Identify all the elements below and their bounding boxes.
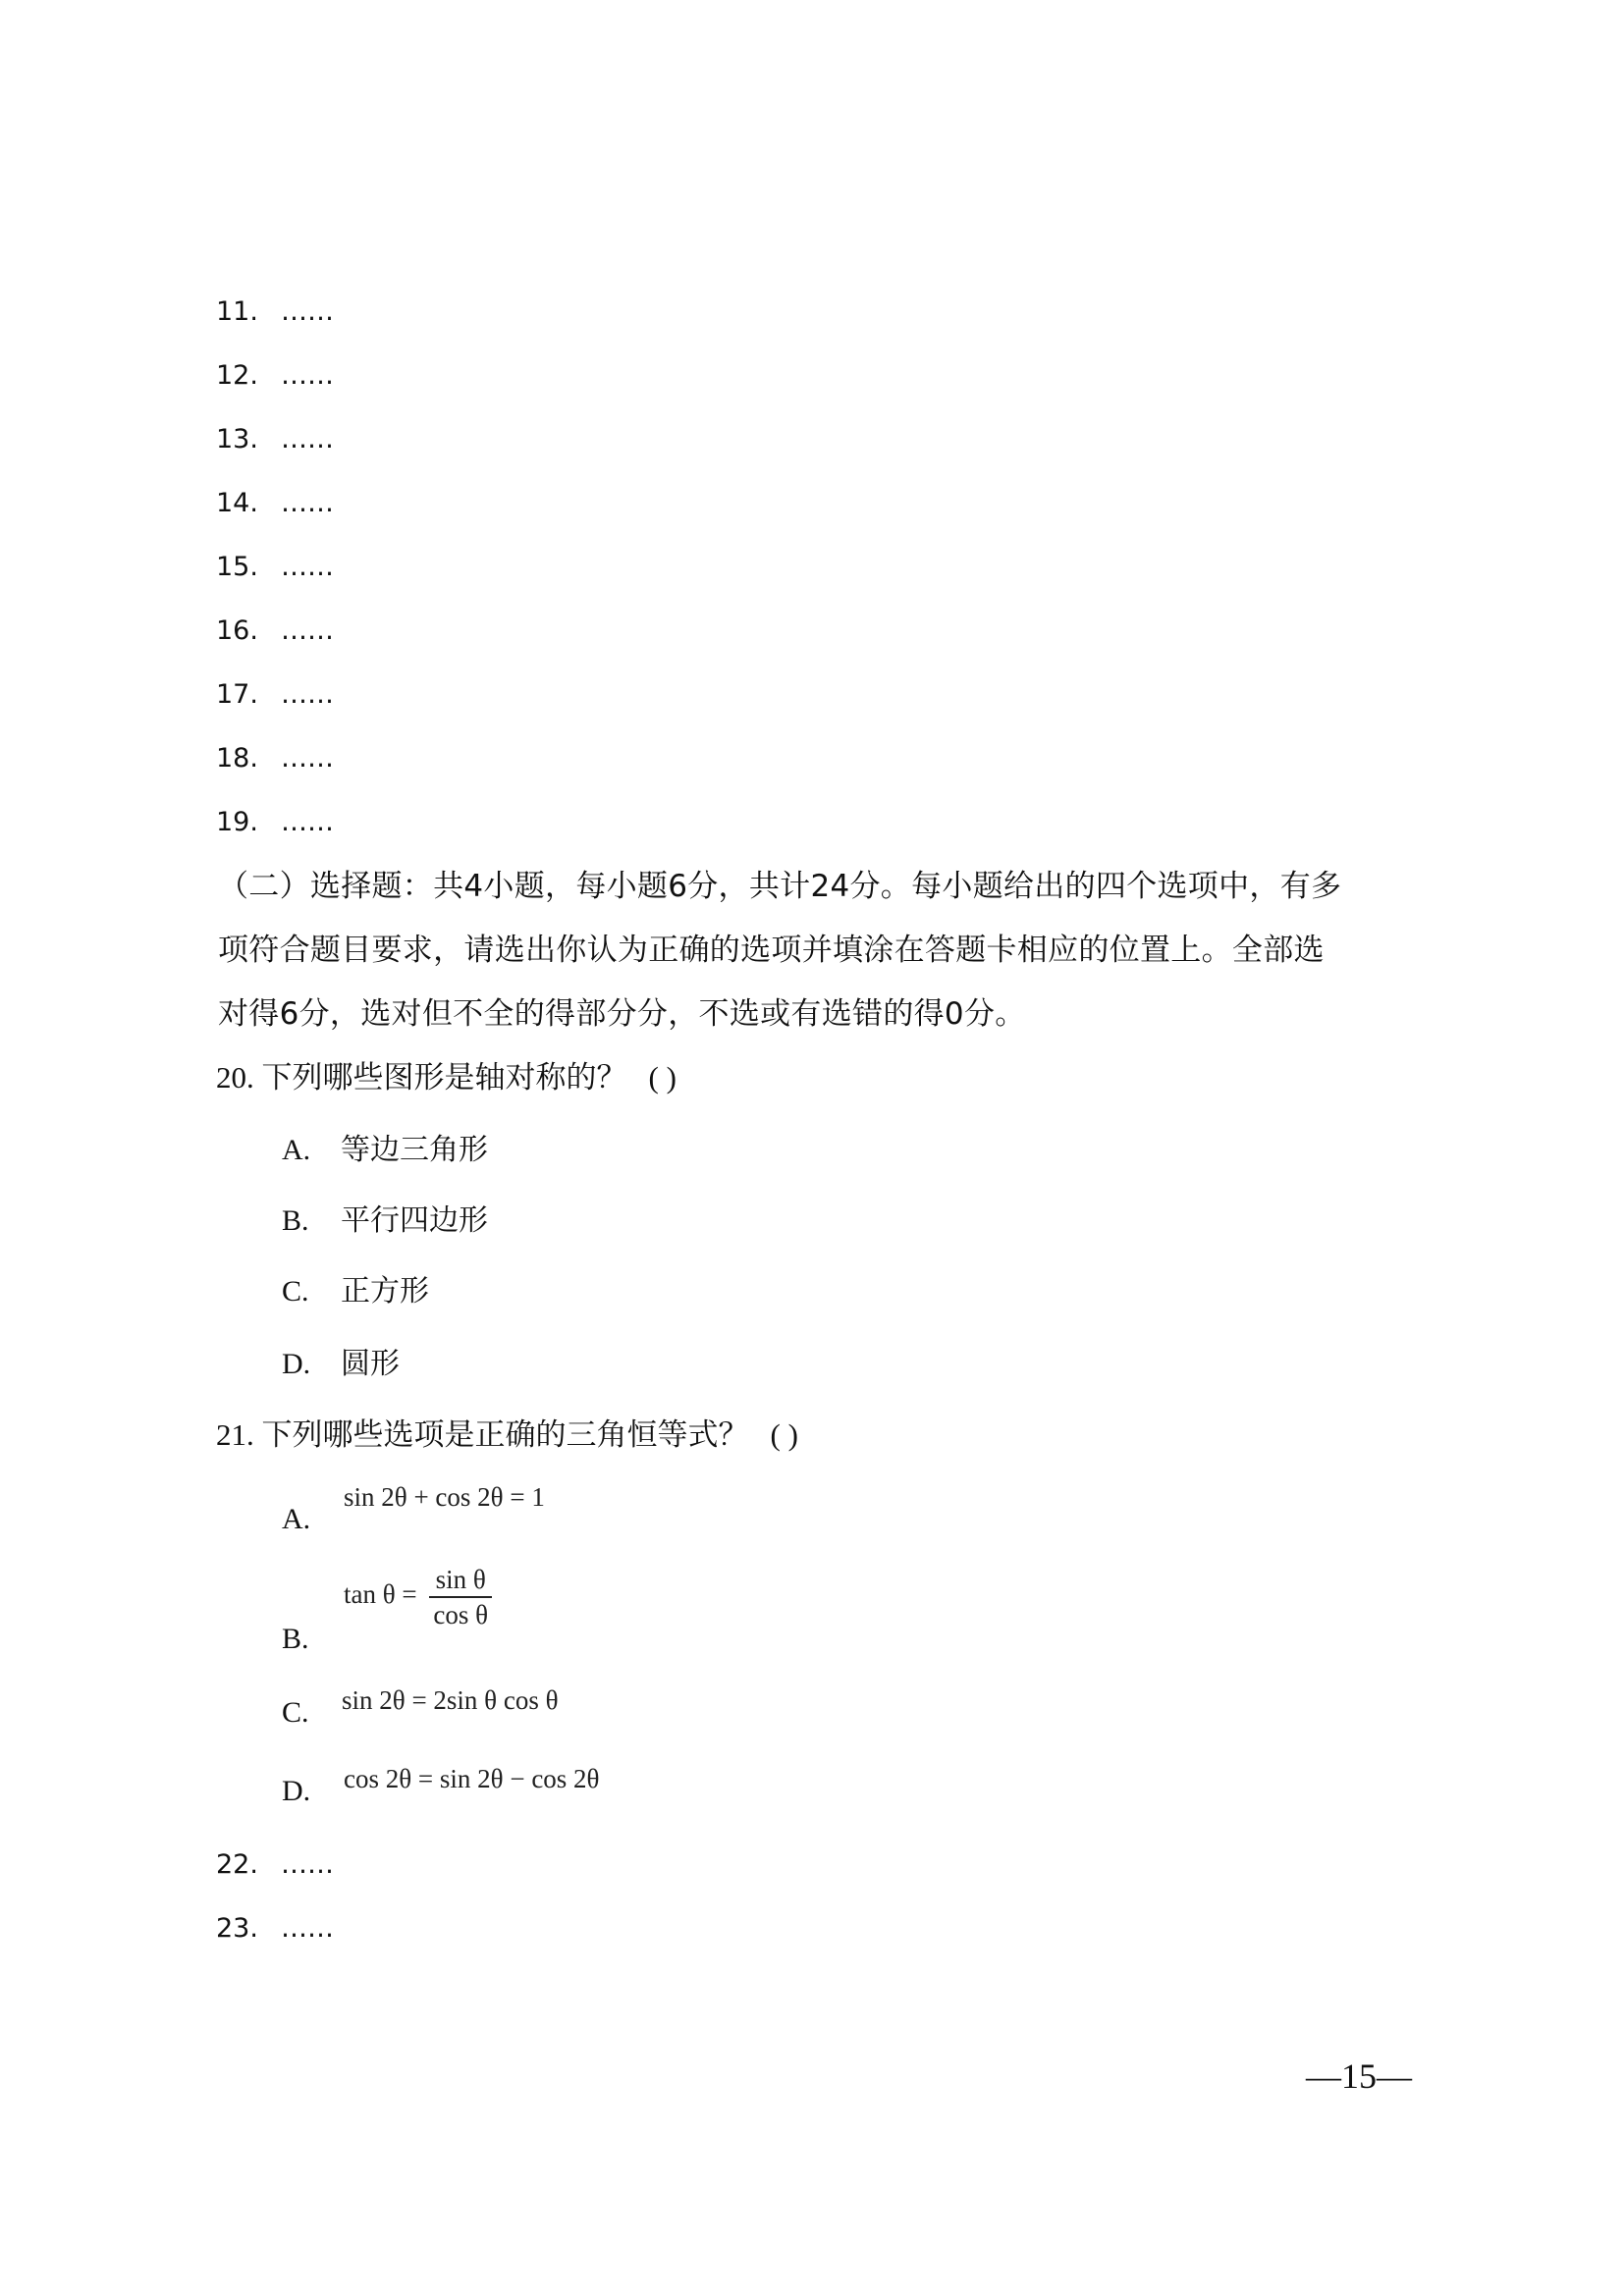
list-item bbox=[216, 612, 334, 651]
section-instruction-line: 项符合题目要求，请选出你认为正确的选项并填涂在答题卡相应的位置上。全部选 bbox=[218, 933, 1325, 968]
section-instruction-line: 对得6分，选对但不全的得部分分，不选或有选错的得0分。 bbox=[218, 996, 1026, 1032]
list-item bbox=[216, 675, 334, 715]
option-text: 正方形 bbox=[341, 1275, 429, 1308]
item-ellipsis: …… bbox=[281, 488, 334, 518]
question-21-option-c-formula: sin 2θ = 2sin θ cos θ bbox=[342, 1685, 559, 1715]
question-21-stem bbox=[216, 1415, 798, 1455]
item-ellipsis: …… bbox=[281, 615, 334, 646]
item-ellipsis: …… bbox=[281, 360, 334, 391]
option-label: D. bbox=[282, 1775, 311, 1807]
fraction-denominator: cos θ bbox=[433, 1600, 489, 1629]
formula-lhs: tan θ = bbox=[344, 1579, 417, 1610]
item-number: 18. bbox=[216, 743, 258, 774]
option-text: 平行四边形 bbox=[341, 1204, 488, 1237]
list-item bbox=[216, 293, 334, 332]
section-instruction-line: （二）选择题：共4小题，每小题6分，共计24分。每小题给出的四个选项中，有多 bbox=[218, 869, 1342, 904]
item-ellipsis: …… bbox=[281, 679, 334, 710]
option-label: B. bbox=[282, 1623, 309, 1655]
list-item bbox=[216, 1909, 334, 1949]
option-label: A. bbox=[282, 1134, 311, 1166]
item-number: 17. bbox=[216, 679, 258, 710]
question-21-option-d-formula: cos 2θ = sin 2θ − cos 2θ bbox=[344, 1764, 600, 1793]
option-text: 圆形 bbox=[341, 1348, 400, 1380]
question-20-option-c bbox=[282, 1272, 429, 1311]
list-item bbox=[216, 548, 334, 587]
list-item bbox=[216, 356, 334, 396]
item-number: 11. bbox=[216, 296, 258, 327]
item-number: 16. bbox=[216, 615, 258, 646]
list-item bbox=[216, 484, 334, 523]
item-number: 12. bbox=[216, 360, 258, 391]
item-ellipsis: …… bbox=[281, 1913, 334, 1944]
answer-blank: ( ) bbox=[770, 1417, 798, 1452]
question-21-option-b-formula bbox=[344, 1565, 492, 1629]
fraction bbox=[429, 1565, 492, 1629]
question-21-option-d-label bbox=[282, 1772, 341, 1811]
item-number: 13. bbox=[216, 424, 258, 454]
item-number: 23. bbox=[216, 1913, 258, 1944]
item-number: 22. bbox=[216, 1849, 258, 1880]
option-label: A. bbox=[282, 1503, 311, 1535]
question-20-stem bbox=[216, 1058, 677, 1097]
item-ellipsis: …… bbox=[281, 552, 334, 582]
question-21-option-a-formula: sin 2θ + cos 2θ = 1 bbox=[344, 1482, 545, 1512]
question-text: 21. 下列哪些选项是正确的三角恒等式？ bbox=[216, 1417, 749, 1452]
answer-blank: ( ) bbox=[648, 1060, 677, 1095]
question-text: 20. 下列哪些图形是轴对称的？ bbox=[216, 1060, 627, 1095]
option-label: C. bbox=[282, 1275, 309, 1308]
item-ellipsis: …… bbox=[281, 424, 334, 454]
item-ellipsis: …… bbox=[281, 743, 334, 774]
list-item bbox=[216, 739, 334, 778]
option-text: 等边三角形 bbox=[341, 1134, 488, 1166]
page-number: —15— bbox=[1306, 2056, 1412, 2096]
option-label: C. bbox=[282, 1696, 309, 1729]
item-ellipsis: …… bbox=[281, 1849, 334, 1880]
question-20-option-b bbox=[282, 1201, 488, 1241]
option-label: B. bbox=[282, 1204, 309, 1237]
list-item bbox=[216, 420, 334, 459]
item-number: 19. bbox=[216, 807, 258, 837]
question-20-option-a bbox=[282, 1131, 488, 1170]
item-ellipsis: …… bbox=[281, 296, 334, 327]
list-item bbox=[216, 803, 334, 842]
list-item bbox=[216, 1845, 334, 1885]
item-number: 15. bbox=[216, 552, 258, 582]
question-21-option-a-label bbox=[282, 1500, 341, 1539]
fraction-numerator: sin θ bbox=[429, 1565, 492, 1598]
item-ellipsis: …… bbox=[281, 807, 334, 837]
question-21-option-c-label bbox=[282, 1693, 341, 1733]
question-20-option-d bbox=[282, 1345, 400, 1384]
item-number: 14. bbox=[216, 488, 258, 518]
question-21-option-b-label bbox=[282, 1620, 341, 1659]
option-label: D. bbox=[282, 1348, 311, 1380]
